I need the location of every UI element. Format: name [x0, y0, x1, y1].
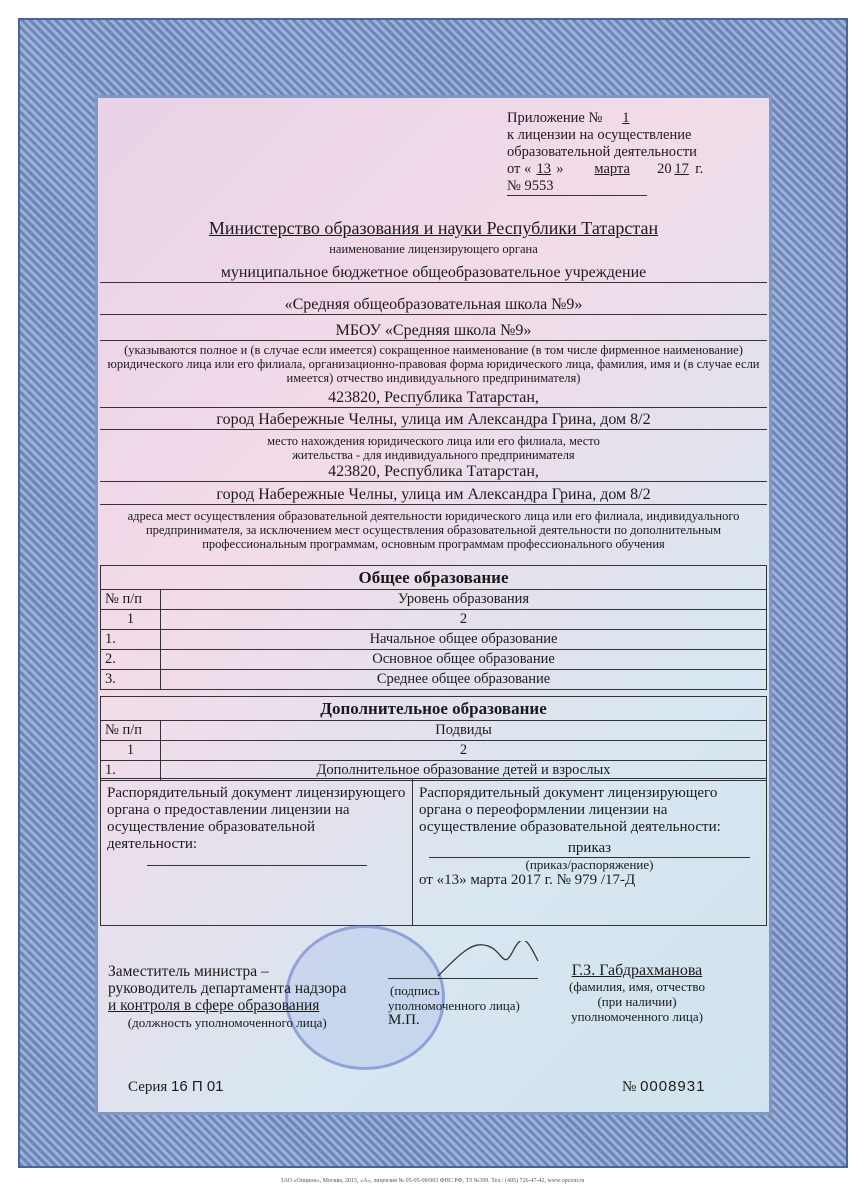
licensing-authority: Министерство образования и науки Республики Татарстан: [208, 218, 659, 238]
authority-caption: наименование лицензирующего органа: [329, 242, 538, 256]
table-header: № п/п Уровень образования: [101, 590, 767, 610]
issuance-document-box: Распорядительный документ лицензирующего органа о предоставлении лицензии на осуществление образовательной деятельности:: [100, 778, 413, 926]
address-line2: город Набережные Челны, улица им Александра Грина, дом 8/2: [100, 486, 767, 505]
org-name-line2: «Средняя общеобразовательная школа №9»: [100, 296, 767, 315]
location-line1: 423820, Республика Татарстан,: [100, 389, 767, 408]
appendix-header: Приложение № 1 к лицензии на осуществление образовательной деятельности от « 13 » марта 20 17 г. № 9553: [507, 110, 704, 194]
table-header: № п/п Подвиды: [101, 721, 767, 741]
table-row: 2. Основное общее образование: [101, 650, 767, 670]
table-row: 1 2: [101, 741, 767, 761]
table-row: 3. Среднее общее образование: [101, 670, 767, 690]
signature-line: [388, 963, 538, 979]
form-number: № 0008931: [622, 1078, 706, 1095]
address-line1: 423820, Республика Татарстан,: [100, 463, 767, 482]
form-series: Серия 16 П 01: [128, 1078, 224, 1095]
org-name-line1: муниципальное бюджетное общеобразовательное учреждение: [100, 264, 767, 283]
reissue-document-box: Распорядительный документ лицензирующего органа о переоформлении лицензии на осуществление образовательной деятельности: приказ (приказ/распоряжение) от «13» марта 2017 г. № 979 /17-Д: [412, 778, 767, 926]
location-caption: место нахождения юридического лица или его филиала, место жительства - для индивидуального предпринимателя: [267, 434, 600, 462]
table-title: Дополнительное образование: [101, 697, 767, 721]
org-caption: (указываются полное и (в случае если имеется) сокращенное наименование (в том числе фирменное наименование) юридического лица или его филиала, организационно-правовая форма юридического лица, фамилия, имя и (в случае если имеется) отчество индивидуального предпринимателя): [107, 343, 760, 385]
org-short-name: МБОУ «Средняя школа №9»: [100, 322, 767, 341]
signatory-name: Г.З. Габдрахманова: [571, 962, 703, 979]
table-title: Общее образование: [101, 566, 767, 590]
table-row: 1. Начальное общее образование: [101, 630, 767, 650]
general-education-table: [100, 565, 767, 690]
additional-education-table: [100, 696, 767, 781]
signature-caption: (подпись уполномоченного лица) М.П.: [388, 983, 520, 1028]
table-row: 1 2: [101, 610, 767, 630]
printer-footer: ЗАО «Опцион», Москва, 2015, «А», лицензия № 05-05-09/003 ФНС РФ, ТЗ №399. Тел.: (495) 726-47-42, www.opcion.ru: [280, 1178, 585, 1184]
address-caption: адреса мест осуществления образовательной деятельности юридического лица или его филиала, индивидуального предпринимателя, за исключением мест осуществления образовательной деятельности по дополнительным профессиональным программам, основным программам профессионального обучения: [127, 509, 740, 551]
signatory-position: Заместитель министра – руководитель департамента надзора и контроля в сфере образования (должность уполномоченного лица): [108, 963, 347, 1030]
location-line2: город Набережные Челны, улица им Александра Грина, дом 8/2: [100, 411, 767, 430]
signature-icon: [433, 941, 543, 981]
table-row: 1. Дополнительное образование детей и взрослых: [101, 761, 767, 781]
signatory-name-block: Г.З. Габдрахманова (фамилия, имя, отчество (при наличии) уполномоченного лица): [552, 963, 722, 1024]
